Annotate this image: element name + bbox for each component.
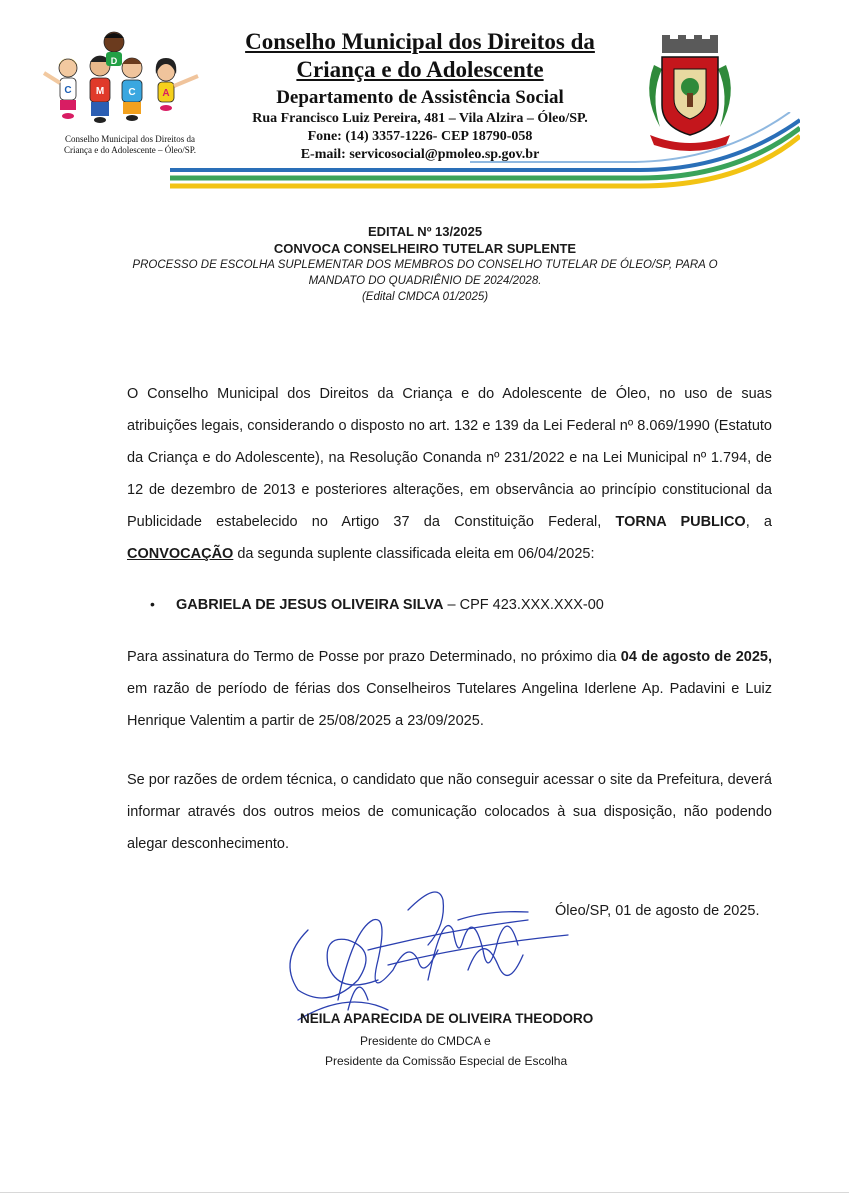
signatory-role: Presidente do CMDCA e (360, 1034, 491, 1048)
posse-date: 04 de agosto de 2025, (620, 649, 772, 665)
council-title-line2: Criança e do Adolescente (296, 57, 544, 82)
paragraph-notice: Se por razões de ordem técnica, o candidato que não conseguir acessar o site da Prefeitura, deverá informar através dos outros meios de comunicação colocados à sua disposição, não podendo alegar desconhecimento. (127, 772, 772, 852)
document-date: Óleo/SP, 01 de agosto de 2025. (555, 903, 760, 919)
edital-subtitle: MANDATO DO QUADRIÊNIO DE 2024/2028. (308, 275, 542, 287)
signatory-name: NEILA APARECIDA DE OLIVEIRA THEODORO (300, 1011, 594, 1026)
logo-caption-line: Criança e do Adolescente – Óleo/SP. (64, 145, 196, 155)
convocacao-word: CONVOCAÇÃO (127, 546, 234, 562)
candidate-list-item (150, 592, 604, 617)
logo-letter: D (110, 56, 118, 66)
edital-number: EDITAL Nº 13/2025 (367, 224, 483, 239)
paragraph-posse (127, 641, 772, 737)
logo-letter: A (162, 88, 170, 99)
edital-subtitle: PROCESSO DE ESCOLHA SUPLEMENTAR DOS MEMBROS DO CONSELHO TUTELAR DE ÓLEO/SP, PARA O (132, 259, 718, 271)
torna-publico: TORNA PUBLICO (615, 514, 746, 530)
page-bottom-rule (0, 1192, 849, 1193)
paragraph-text: O Conselho Municipal dos Direitos da Criança e do Adolescente de Óleo, no uso de suas atribuições legais, considerando o disposto no art. 132 e 139 da Lei Federal nº 8.069/1990 (Estatuto da Criança e do Adolescente), na Resolução Conanda nº 231/2022 e na Lei Municipal nº 1.794, de 12 de dezembro de 2013 e posteriores alterações, em observância ao princípio constitucional da Publicidade estabelecido no Artigo 37 da Constituição Federal, (127, 386, 772, 530)
paragraph-text: , a (745, 514, 773, 530)
logo-letter: C (64, 85, 72, 96)
paragraph-text: Para assinatura do Termo de Posse por prazo Determinado, no próximo dia (127, 649, 621, 665)
paragraph-text: em razão de período de férias dos Conselheiros Tutelares Angelina Iderlene Ap. Padavini e Luiz Henrique Valentim a partir de 25/08/2025 a 23/09/2025. (127, 681, 772, 729)
address: Rua Francisco Luiz Pereira, 481 – Vila Alzira – Óleo/SP. (252, 111, 588, 126)
phone: Fone: (14) 3357-1226- CEP 18790-058 (307, 129, 533, 144)
logo-letter: M (95, 86, 105, 97)
logo-caption-line: Conselho Municipal dos Direitos da (65, 134, 195, 144)
header-stripes (170, 112, 800, 192)
department-name: Departamento de Assistência Social (276, 87, 564, 108)
edital-convocation: CONVOCA CONSELHEIRO TUTELAR SUPLENTE (273, 241, 577, 256)
email: E-mail: servicosocial@pmoleo.sp.gov.br (300, 147, 540, 162)
signatory-role: Presidente da Comissão Especial de Escolha (325, 1054, 568, 1068)
logo-letter: C (128, 87, 136, 98)
paragraph-intro (127, 378, 772, 570)
candidate-name: GABRIELA DE JESUS OLIVEIRA SILVA (176, 597, 444, 613)
handwritten-signature (268, 870, 588, 1030)
council-title: Conselho Municipal dos Direitos da (245, 29, 595, 54)
candidate-cpf: – CPF 423.XXX.XXX-00 (443, 597, 604, 613)
edital-reference: (Edital CMDCA 01/2025) (361, 291, 489, 303)
edital-heading (120, 223, 730, 305)
bullet-icon: • (150, 596, 155, 612)
paragraph-text: da segunda suplente classificada eleita em 06/04/2025: (233, 546, 595, 562)
